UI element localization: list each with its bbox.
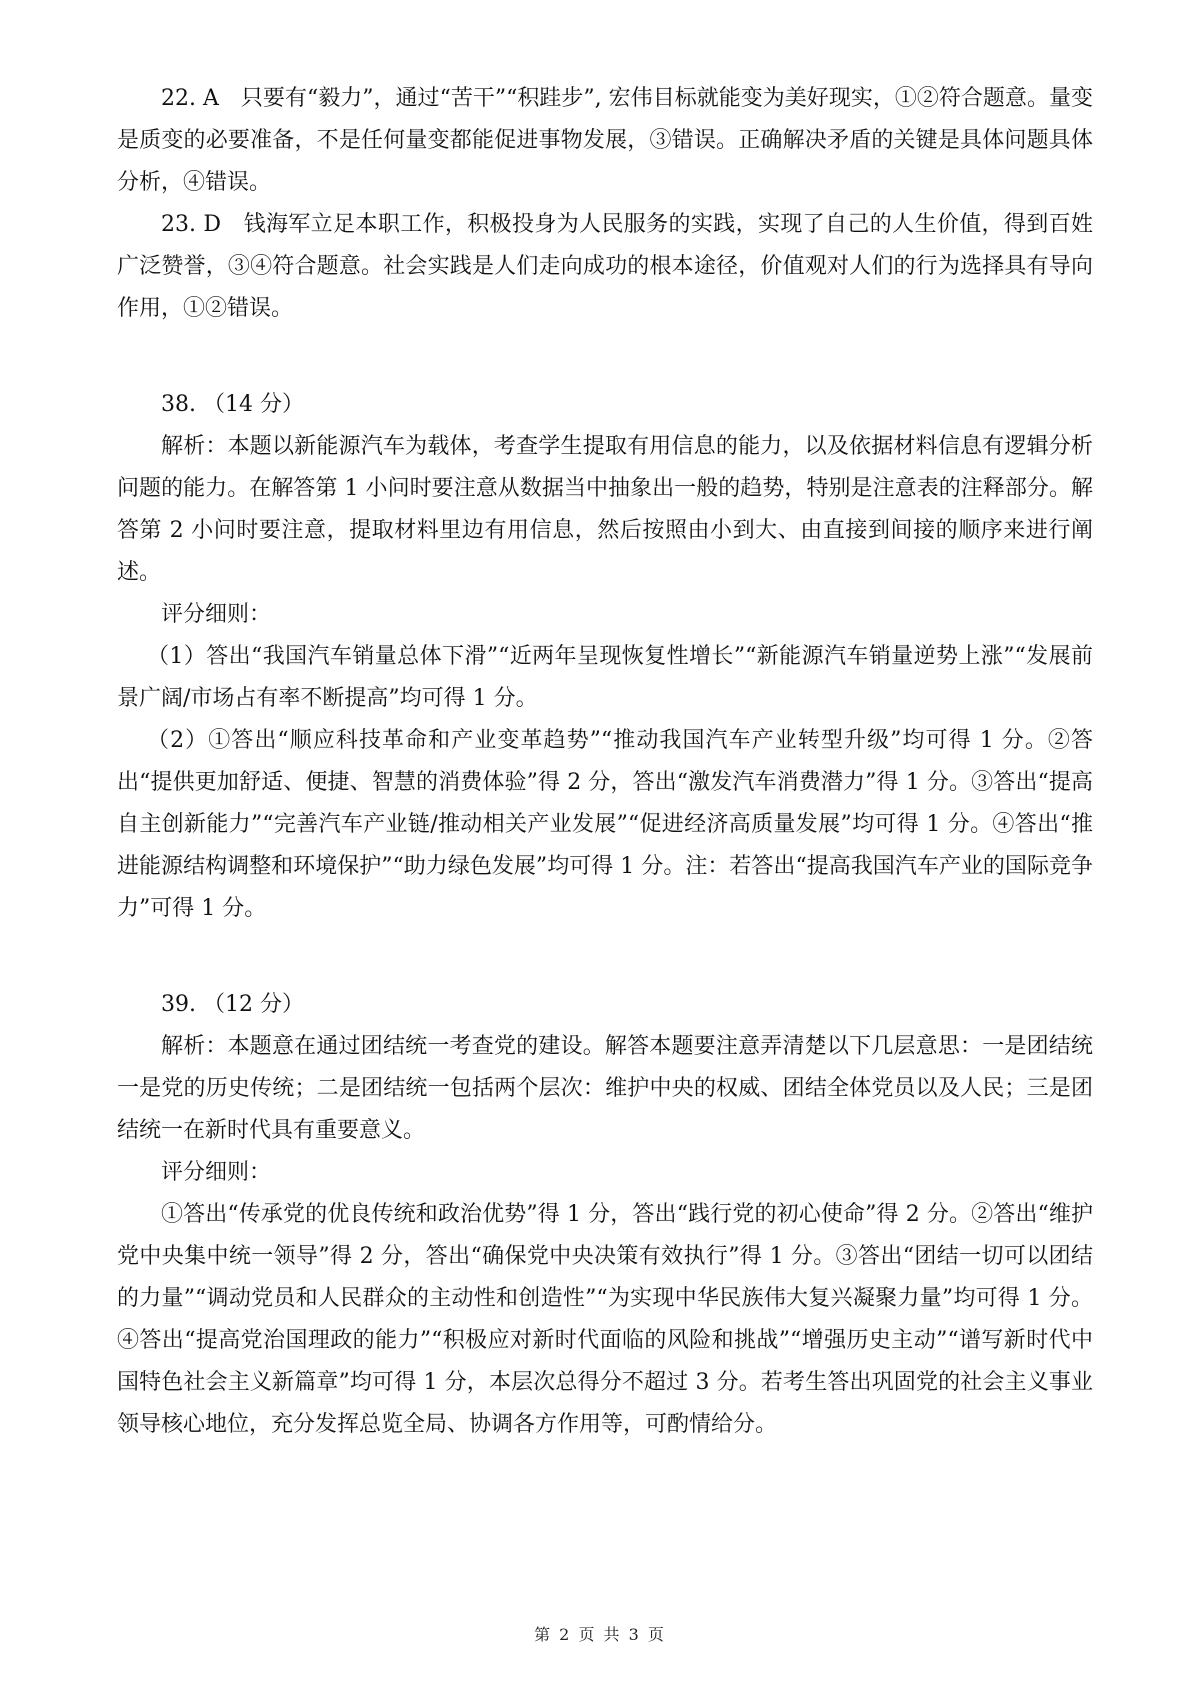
q38-rubric-label: 评分细则： <box>161 602 272 627</box>
page-number: 第 2 页 共 3 页 <box>534 1625 666 1644</box>
answer-content <box>117 78 1093 1446</box>
q38-rubric-2: （2）①答出“顺应科技革命和产业变革趋势”“推动我国汽车产业转型升级”均可得 1 分。②答出“提供更加舒适、便捷、智慧的消费体验”得 2 分，答出“激发汽车消费潜力”得 1 分。③答出“提高自主创新能力”“完善汽车产业链/推动相关产业发展”“促进经济高质量发展”均可得 1 分。④答出“推进能源结构调整和环境保护”“助力绿色发展”均可得 1 分。注：若答出“提高我国汽车产业的国际竞争力”可得 1 分。 <box>117 728 1093 921</box>
q39-rubric-body: ①答出“传承党的优良传统和政治优势”得 1 分，答出“践行党的初心使命”得 2 分。②答出“维护党中央集中统一领导”得 2 分，答出“确保党中央决策有效执行”得 1 分。③答出“团结一切可以团结的力量”“调动党员和人民群众的主动性和创造性”“为实现中华民族伟大复兴凝聚力量”均可得 1 分。④答出“提高党治国理政的能力”“积极应对新时代面临的风险和挑战”“增强历史主动”“谱写新时代中国特色社会主义新篇章”均可得 1 分，本层次总得分不超过 3 分。若考生答出巩固党的社会主义事业领导核心地位，充分发挥总览全局、协调各方作用等，可酌情给分。 <box>117 1202 1093 1437</box>
section-gap <box>117 930 1093 984</box>
q38-header: 38. （14 分） <box>161 392 304 417</box>
q39-rubric-label: 评分细则： <box>161 1160 272 1185</box>
section-gap <box>117 330 1093 384</box>
q38-rubric-1: （1）答出“我国汽车销量总体下滑”“近两年呈现恢复性增长”“新能源汽车销量逆势上涨”“发展前景广阔/市场占有率不断提高”均可得 1 分。 <box>117 644 1093 711</box>
q38-analysis: 解析：本题以新能源汽车为载体，考查学生提取有用信息的能力，以及依据材料信息有逻辑分析问题的能力。在解答第 1 小问时要注意从数据当中抽象出一般的趋势，特别是注意表的注释部分。解答第 2 小问时要注意，提取材料里边有用信息，然后按照由小到大、由直接到间接的顺序来进行阐述。 <box>117 434 1093 585</box>
q22-answer: 22. A 只要有“毅力”，通过“苦干”“积跬步”, 宏伟目标就能变为美好现实，①②符合题意。量变是质变的必要准备，不是任何量变都能促进事物发展，③错误。正确解决矛盾的关键是具体问题具体分析，④错误。 <box>117 86 1093 195</box>
q39-analysis: 解析：本题意在通过团结统一考查党的建设。解答本题要注意弄清楚以下几层意思：一是团结统一是党的历史传统；二是团结统一包括两个层次：维护中央的权威、团结全体党员以及人民；三是团结统一在新时代具有重要意义。 <box>117 1034 1093 1143</box>
q23-answer: 23. D 钱海军立足本职工作，积极投身为人民服务的实践，实现了自己的人生价值，得到百姓广泛赞誉，③④符合题意。社会实践是人们走向成功的根本途径，价值观对人们的行为选择具有导向作用，①②错误。 <box>117 212 1093 321</box>
q39-header: 39. （12 分） <box>161 992 304 1017</box>
